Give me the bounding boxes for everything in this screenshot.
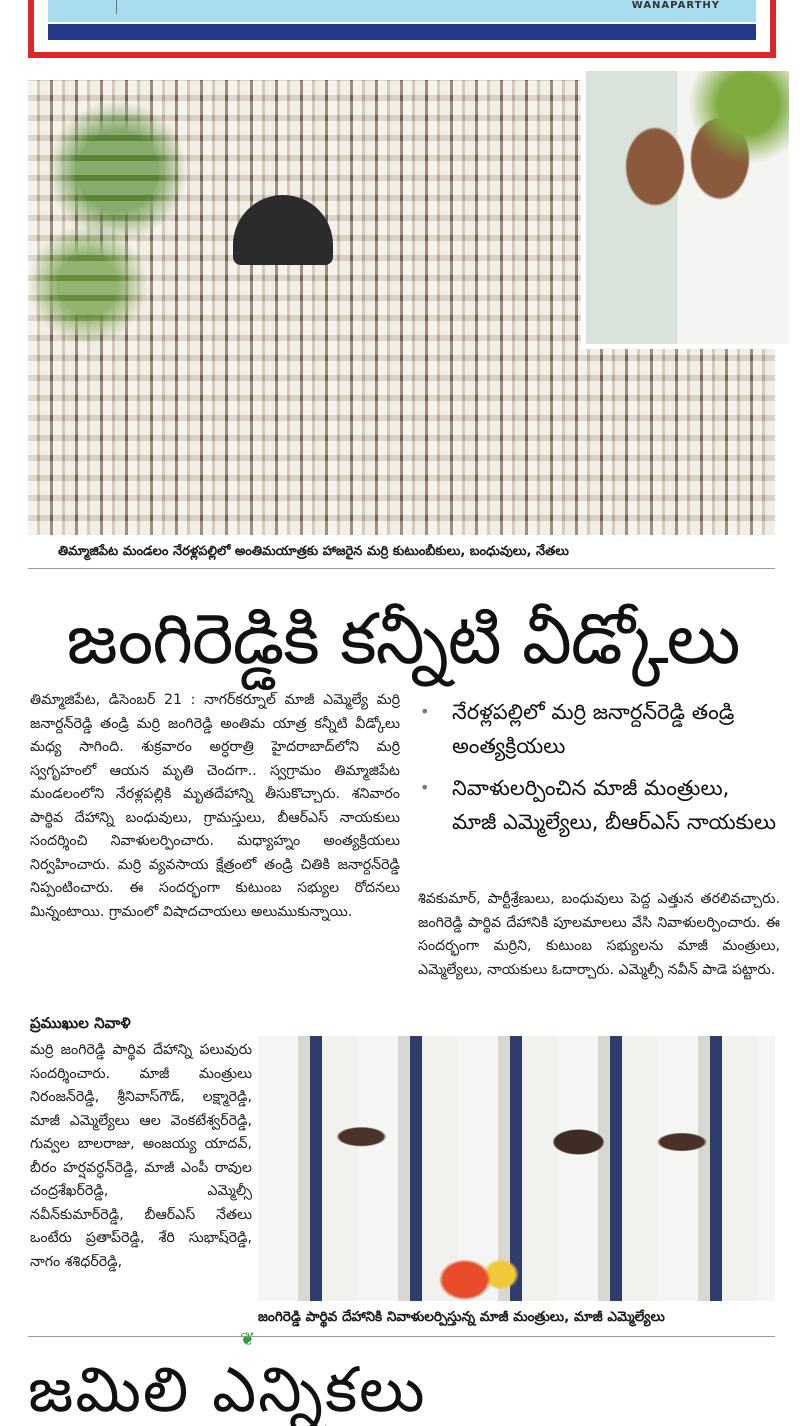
masthead-bar [48,24,756,40]
next-story-headline [28,1353,788,1426]
section-divider-line [28,1336,775,1337]
article-continuation: శివకుమార్, పార్టీశ్రేణులు, బంధువులు పెద్ద ఎత్తున తరలివచ్చారు. జంగిరెడ్డి పార్థివ దేహానికి పూలమాలలు వేసి నివాళులర్పించారు. ఈ సందర్భంగా మర్రిని, కుటుంబ సభ్యులను మాజీ మంత్రులు, ఎమ్మెల్యేలు, నాయకులు ఓదార్చారు. ఎమ్మెల్సీ నవీన్ పాడె పట్టారు. [418,891,780,978]
main-photo-caption: తిమ్మాజిపేట మండలం నేరళ్లపల్లిలో అంతిమయాత్రకు హాజరైన మర్రి కుటుంబీకులు, బంధువులు, నేతలు [58,544,569,559]
highlight-item [420,771,780,839]
highlight-text: నివాళులర్పించిన మాజీ మంత్రులు, మాజీ ఎమ్మెల్యేలు, బీఆర్‌ఎస్ నాయకులు [452,776,777,834]
next-story-headline-text: జమిలి ఎన్నికలు [28,1353,427,1426]
highlight-text: నేరళ్లపల్లిలో మర్రి జనార్దన్‌రెడ్డి తండ్రి అంత్యక్రియలు [452,700,735,758]
highlight-item [420,695,780,763]
masthead-banner [28,0,776,58]
bullet-icon: • [420,778,430,797]
tribute-photo-caption: జంగిరెడ్డి పార్థివ దేహానికి నివాళులర్పిస్తున్న మాజీ మంత్రులు, మాజీ ఎమ్మెల్యేలు [258,1309,665,1325]
article-headline: జంగిరెడ్డికి కన్నీటి వీడ్కోలు [66,598,740,680]
bullet-icon: • [420,702,430,721]
article-column-text: మర్రి జంగిరెడ్డి పార్థివ దేహాన్ని పలువురు సందర్శించారు. మాజీ మంత్రులు నిరంజన్‌రెడ్డి, శ్రీనివాస్‌గౌడ్, లక్ష్మారెడ్డి, మాజీ ఎమ్మెల్యేలు ఆల వెంకటేశ్వర్‌రెడ్డి, గువ్వల బాలరాజు, అంజయ్య యాదవ్, బీరం హర్షవర్ధన్‌రెడ్డి, మాజీ ఎంపీ రావుల చంద్రశేఖర్‌రెడ్డి, ఎమ్మెల్సీ నవీన్‌కుమార్‌రెడ్డి, బీఆర్‌ఎస్ నేతలు ఒంటేరు ప్రతాప్‌రెడ్డి, శేరి సుభాష్‌రెడ్డి, నాగం శశిధర్‌రెడ్డి, [30,1042,252,1270]
tribute-photo [258,1036,775,1301]
article-subhead: ప్రముఖుల నివాళి [30,1014,131,1032]
divider-line [28,568,775,569]
condolence-inset-photo [581,66,794,349]
edition-name: WANAPARTHY [631,0,720,11]
article-lead-paragraph: తిమ్మాజిపేట, డిసెంబర్ 21 : నాగర్‌కర్నూల్ మాజీ ఎమ్మెల్యే మర్రి జనార్దన్‌రెడ్డి తండ్రి మర్రి జంగిరెడ్డి అంతిమ యాత్ర కన్నీటి వీడ్కోలు మధ్య సాగింది. శుక్రవారం అర్ధరాత్రి హైదరాబాద్‌లోని మర్రి స్వగృహంలో ఆయన మృతి చెందగా.. స్వగ్రామం తిమ్మాజిపేట మండలంలోని నేరళ్లపల్లికి మృతదేహాన్ని తీసుకొచ్చారు. శనివారం పార్థివ దేహాన్ని బంధువులు, గ్రామస్తులు, బీఆర్‌ఎస్ నాయకులు సందర్శించి నివాళులర్పించారు. మధ్యాహ్నం అంత్యక్రియలు నిర్వహించారు. మర్రి వ్యవసాయ క్షేత్రంలో తండ్రి చితికి జనార్దన్‌రెడ్డి నిప్పంటించారు. ఈ సందర్భంగా కుటుంబ సభ్యుల రోదనలు మిన్నంటాయి. గ్రామంలో విషాదచాయలు అలుముకున్నాయి. [30,692,400,920]
masthead-divider [116,0,117,14]
article-highlights [420,695,780,847]
leaf-ornament-icon: ❦ [240,1329,256,1350]
